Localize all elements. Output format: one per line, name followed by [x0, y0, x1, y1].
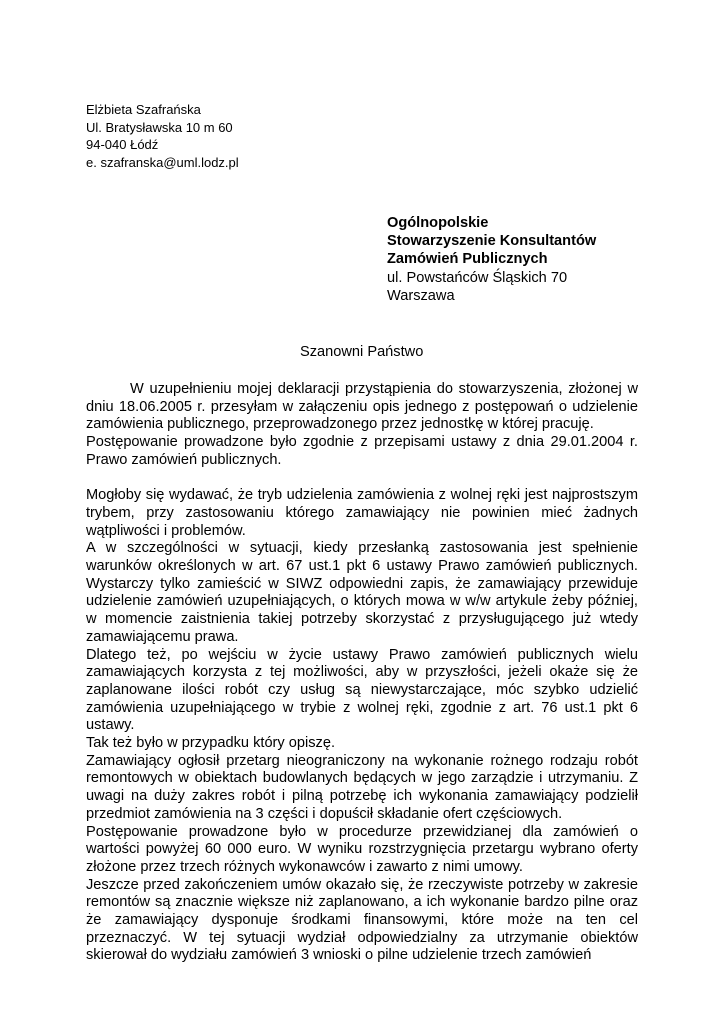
recipient-city: Warszawa	[387, 287, 455, 304]
paragraph: Zamawiający ogłosił przetarg nieograniczony na wykonanie rożnego rodzaju robót remontowych w obiektach budowlanych będących w jego zarządzie i utrzymaniu. Z uwagi na duży zakres robót i pilną potrzebę ich wykonania zamawiający podzielił przedmiot zamówienia na 3 części i dopuścił składanie ofert częściowych.	[86, 752, 638, 822]
paragraph: Tak też było w przypadku który opiszę.	[86, 735, 336, 752]
paragraph: W uzupełnieniu mojej deklaracji przystąpienia do stowarzyszenia, złożonej w dniu 18.06.2005 r. przesyłam w załączeniu opis jednego z postępowań o udzielenie zamówienia publicznego, przeprowadzonego przez jednostkę w której pracuję.	[86, 381, 638, 433]
paragraph: Postępowanie prowadzone było w procedurze przewidzianej dla zamówień o wartości powyżej 60 000 euro. W wyniku rozstrzygnięcia przetargu wybrano oferty złożone przez trzech różnych wykonawców i zawarto z nimi umowy.	[86, 823, 638, 875]
sender-name: Elżbieta Szafrańska	[86, 102, 201, 117]
paragraph: Dlatego też, po wejściu w życie ustawy Prawo zamówień publicznych wielu zamawiających korzysta z tej możliwości, aby w przyszłości, jeżeli okaże się że zaplanowane ilości robót czy usług są niewystarczające, móc szybko udzielić zamówienia uzupełniającego w trybie z wolnej ręki, zgodnie z art. 76 ust.1 pkt 6 ustawy.	[86, 646, 638, 734]
recipient-line-2: Stowarzyszenie Konsultantów	[387, 233, 597, 250]
sender-address	[86, 101, 239, 171]
recipient-address	[387, 214, 596, 305]
recipient-line-3: Zamówień Publicznych	[387, 251, 548, 268]
paragraph: Mogłoby się wydawać, że tryb udzielenia zamówienia z wolnej ręki jest najprostszym trybem, przy zastosowaniu którego zamawiający nie powinien mieć żadnych wątpliwości i problemów.	[86, 487, 638, 539]
sender-email: e. szafranska@uml.lodz.pl	[86, 154, 239, 170]
letter-body	[86, 381, 638, 965]
paragraph: Postępowanie prowadzone było zgodnie z przepisami ustawy z dnia 29.01.2004 r. Prawo zamówień publicznych.	[86, 434, 638, 468]
sender-city: 94-040 Łódź	[86, 137, 159, 152]
paragraph: Jeszcze przed zakończeniem umów okazało się, że rzeczywiste potrzeby w zakresie remontów są znacznie większe niż zaplanowano, a ich wykonanie bardzo pilne oraz że zamawiający dysponuje środkami finansowymi, które może na ten cel przeznaczyć. W tej sytuacji wydział odpowiedzialny za utrzymanie obiektów skierował do wydziału zamówień 3 wnioski o pilne udzielenie trzech zamówień	[86, 876, 638, 964]
salutation: Szanowni Państwo	[300, 344, 424, 360]
paragraph: A w szczególności w sytuacji, kiedy przesłanką zastosowania jest spełnienie warunków określonych w art. 67 ust.1 pkt 6 ustawy Prawo zamówień publicznych. Wystarczy tylko zamieścić w SIWZ odpowiedni zapis, że zamawiający przewiduje udzielenie zamówień uzupełniających, o których mowa w w/w artykule żeby później, w momencie zaistnienia takiej potrzeby skorzystać z przysługującego już wtedy zamawiającemu prawa.	[86, 540, 638, 645]
recipient-line-1: Ogólnopolskie	[387, 215, 489, 231]
recipient-street: ul. Powstańców Śląskich 70	[387, 269, 568, 286]
sender-street: Ul. Bratysławska 10 m 60	[86, 119, 233, 135]
